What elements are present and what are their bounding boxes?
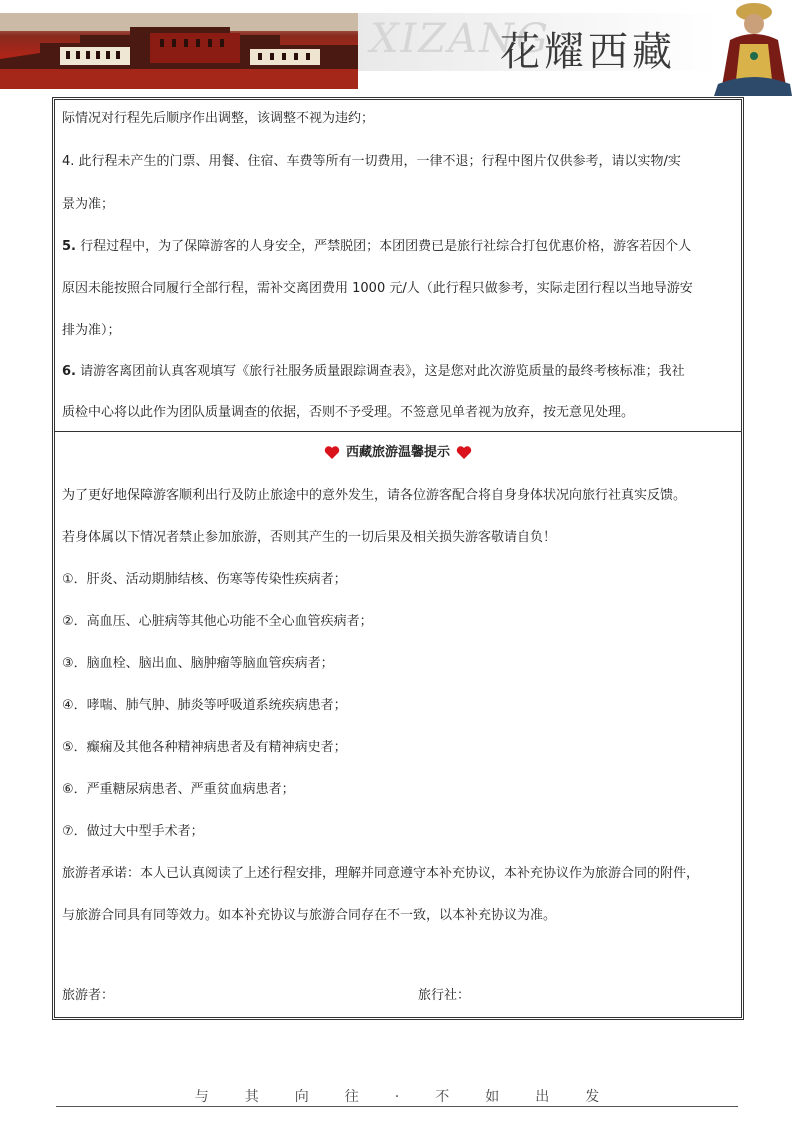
tips-item-5: ⑤．癫痫及其他各种精神病患者及有精神病史者； xyxy=(62,740,347,755)
footer-slogan: 与其向往·不如出发 xyxy=(194,1089,636,1105)
tips-item-1: ①．肝炎、活动期肺结核、伤寒等传染性疾病者； xyxy=(62,572,347,587)
potala-palace-banner xyxy=(0,13,358,89)
signature-traveler-label: 旅游者： xyxy=(62,988,115,1003)
tibetan-figure-illustration xyxy=(712,0,794,96)
tips-intro-2: 若身体属以下情况者禁止参加旅游，否则其产生的一切后果及相关损失游客敬请自负！ xyxy=(62,530,557,545)
tips-item-6: ⑥．严重糖尿病患者、严重贫血病患者； xyxy=(62,782,295,797)
terms-item-5-number: 5. xyxy=(62,239,76,254)
heart-icon xyxy=(456,445,472,460)
brand-title: 花耀西藏 xyxy=(500,29,676,75)
tips-item-4: ④．哮喘、肺气肿、肺炎等呼吸道系统疾病患者； xyxy=(62,698,347,713)
terms-item-5 xyxy=(62,239,691,255)
terms-item-5-text: 行程过程中，为了保障游客的人身安全，严禁脱团；本团团费已是旅行社综合打包优惠价格，游客若因个人 xyxy=(80,239,692,254)
terms-line-8: 质检中心将以此作为团队质量调查的依据，否则不予受理。不签意见单者视为放弃，按无意见处理。 xyxy=(62,405,635,420)
terms-item-6-number: 6. xyxy=(62,364,76,379)
terms-item-6-text: 请游客离团前认真客观填写《旅行社服务质量跟踪调查表》，这是您对此次游览质量的最终考核标准；我社 xyxy=(80,364,685,379)
tips-title-text: 西藏旅游温馨提示 xyxy=(345,445,450,460)
heart-icon xyxy=(324,445,340,460)
terms-line-3: 景为准； xyxy=(62,197,115,212)
commitment-line-1: 旅游者承诺：本人已认真阅读了上述行程安排，理解并同意遵守本补充协议，本补充协议作为旅游合同的附件， xyxy=(62,866,700,881)
tips-item-3: ③．脑血栓、脑出血、脑肿瘤等脑血管疾病者； xyxy=(62,656,334,671)
terms-line-1: 际情况对行程先后顺序作出调整，该调整不视为违约； xyxy=(62,111,375,126)
tips-item-2: ②．高血压、心脏病等其他心功能不全心血管疾病者； xyxy=(62,614,373,629)
content-box xyxy=(52,97,744,1020)
signature-agency-label: 旅行社： xyxy=(418,988,471,1003)
commitment-line-2: 与旅游合同具有同等效力。如本补充协议与旅游合同存在不一致，以本补充协议为准。 xyxy=(62,908,557,923)
tips-title xyxy=(55,444,741,462)
terms-line-5: 原因未能按照合同履行全部行程，需补交离团费用 1000 元/人（此行程只做参考，实际走团行程以当地导游安 xyxy=(62,281,693,296)
section-divider xyxy=(55,431,741,432)
tips-intro-1: 为了更好地保障游客顺利出行及防止旅途中的意外发生，请各位游客配合将自身身体状况向旅行社真实反馈。 xyxy=(62,488,687,503)
terms-line-2: 4. 此行程未产生的门票、用餐、住宿、车费等所有一切费用，一律不退；行程中图片仅供参考，请以实物/实 xyxy=(62,154,681,169)
tips-item-7: ⑦．做过大中型手术者； xyxy=(62,824,204,839)
terms-item-6 xyxy=(62,364,685,380)
footer-rule xyxy=(56,1106,738,1107)
page-header xyxy=(0,0,794,96)
terms-line-6: 排为准）； xyxy=(62,323,121,338)
header-watermark: XIZANG xyxy=(370,16,550,62)
